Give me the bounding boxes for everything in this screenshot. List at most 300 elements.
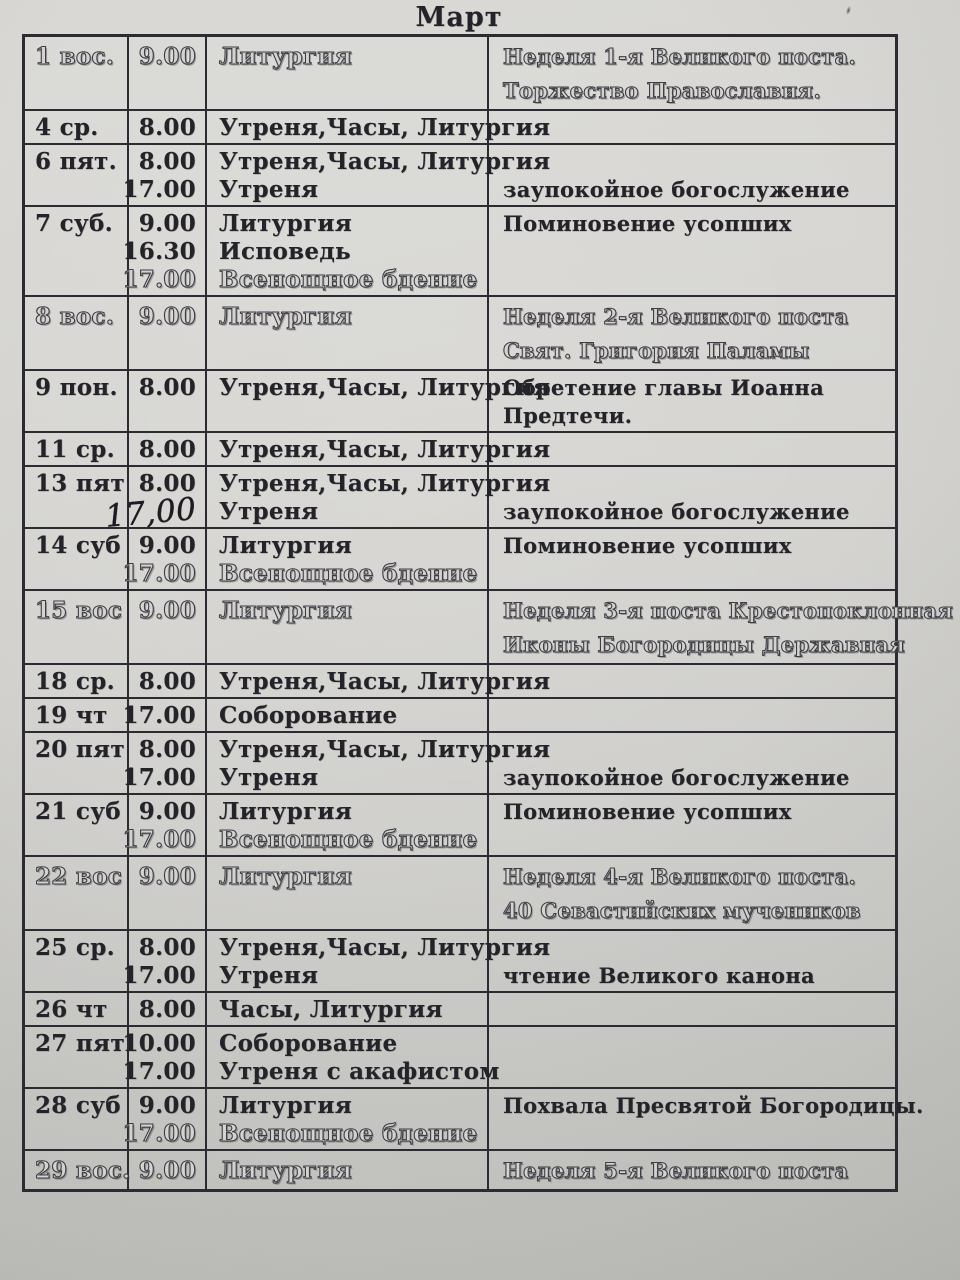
note-text	[489, 961, 895, 989]
time-cell	[129, 857, 207, 929]
note-text	[489, 893, 895, 927]
time-value-text: 17.00	[122, 701, 196, 729]
service-name-text: Литургия	[219, 1091, 352, 1119]
date-label	[25, 469, 127, 497]
service-name	[207, 593, 487, 627]
service-cell	[207, 665, 551, 697]
service-name-text: Исповедь	[219, 237, 351, 265]
date-cell	[25, 297, 129, 369]
note-text	[489, 1057, 895, 1085]
time-value-text: 8.00	[138, 735, 196, 763]
note-text	[489, 469, 895, 497]
date-label	[25, 701, 127, 729]
service-name-text: Соборование	[219, 701, 398, 729]
note-text	[489, 113, 895, 141]
date-label	[25, 859, 127, 893]
time-value-text: 17.00	[122, 763, 196, 791]
date-cell	[25, 857, 129, 929]
table-row	[25, 111, 895, 145]
table-row	[25, 529, 895, 591]
time-value-text: 9.00	[138, 209, 196, 237]
service-name	[207, 961, 487, 989]
note-text-text: Предтечи.	[503, 402, 633, 428]
notes-cell	[489, 145, 895, 205]
date-cell	[25, 371, 129, 431]
note-text	[489, 995, 895, 1023]
time-cell	[129, 665, 207, 697]
table-row	[25, 699, 895, 733]
table-row	[25, 1089, 924, 1151]
note-text-text: Похвала Пресвятой Богородицы.	[503, 1092, 924, 1118]
notes-cell	[489, 665, 895, 697]
service-name	[207, 559, 487, 587]
service-cell	[207, 931, 551, 991]
time-value-text: 8.00	[138, 147, 196, 175]
time-value-text: 9.00	[138, 42, 196, 70]
date-label	[25, 1029, 127, 1057]
table-row	[25, 591, 954, 665]
time-value-text: 17.00	[122, 175, 196, 203]
date-label-text: 18 ср.	[35, 667, 115, 695]
time-cell	[129, 371, 207, 431]
time-value	[129, 73, 205, 107]
note-text-text: чтение Великого канона	[503, 962, 815, 988]
notes-cell	[489, 699, 895, 731]
date-label	[25, 593, 127, 627]
service-name	[207, 859, 487, 893]
time-value-text: 10.00	[122, 1029, 196, 1057]
time-value	[129, 735, 205, 763]
service-name	[207, 237, 487, 265]
service-name	[207, 469, 551, 497]
service-name	[207, 39, 487, 73]
service-name-text: Утреня,Часы, Литургия	[219, 373, 551, 401]
note-text	[489, 237, 895, 265]
service-name-text: Утреня,Часы, Литургия	[219, 735, 551, 763]
note-text-text: Иконы Богородицы Державная	[503, 631, 906, 657]
note-text	[489, 667, 895, 695]
date-label	[25, 113, 127, 141]
service-cell	[207, 993, 489, 1025]
time-cell	[129, 433, 207, 465]
date-label	[25, 667, 127, 695]
time-value	[122, 559, 205, 587]
table-row	[25, 1151, 895, 1189]
service-name	[207, 147, 551, 175]
date-label-text: 4 ср.	[35, 113, 99, 141]
date-label	[25, 1153, 131, 1187]
time-value	[129, 627, 205, 661]
note-text	[489, 1153, 895, 1187]
service-name-text: Литургия	[219, 862, 352, 890]
date-cell	[25, 665, 129, 697]
time-value	[129, 1153, 205, 1187]
note-text	[489, 531, 895, 559]
date-cell	[25, 795, 129, 855]
service-cell	[207, 1151, 489, 1189]
table-row	[25, 931, 895, 993]
notes-cell	[489, 433, 895, 465]
note-text	[489, 593, 953, 627]
table-row	[25, 993, 895, 1027]
time-value	[129, 893, 205, 927]
date-label-text: 13 пят	[35, 469, 125, 497]
notes-cell	[489, 207, 895, 295]
date-label-text: 11 ср.	[35, 435, 115, 463]
date-label	[25, 299, 127, 333]
service-cell	[207, 1027, 500, 1087]
notes-cell	[489, 371, 895, 431]
date-label-text: 26 чт	[35, 995, 108, 1023]
date-label-text: 27 пят	[35, 1029, 125, 1057]
service-cell	[207, 591, 489, 663]
note-text	[489, 175, 895, 203]
month-title: Март	[415, 2, 503, 33]
time-value-text: 8.00	[138, 373, 196, 401]
date-label	[25, 147, 127, 175]
date-cell	[25, 1089, 129, 1149]
date-label	[25, 373, 127, 401]
note-text	[489, 299, 895, 333]
time-value-text: 17.00	[122, 559, 196, 587]
time-cell	[129, 1151, 207, 1189]
note-text-text: Неделя 2-я Великого поста	[503, 303, 849, 329]
date-cell	[25, 1151, 129, 1189]
service-name-text: Утреня,Часы, Литургия	[219, 469, 551, 497]
date-cell	[25, 993, 129, 1025]
date-label	[25, 209, 127, 237]
date-cell	[25, 207, 129, 295]
time-value-text: 8.00	[138, 933, 196, 961]
date-label-text: 22 вос	[35, 862, 123, 890]
service-cell	[207, 733, 551, 793]
time-value-text: 8.00	[138, 469, 196, 497]
time-value	[129, 113, 205, 141]
time-value	[129, 593, 205, 627]
note-text	[489, 265, 895, 293]
note-text-text: Поминовение усопших	[503, 798, 792, 824]
note-text-text: заупокойное богослужение	[503, 764, 850, 790]
service-name	[207, 933, 551, 961]
time-cell	[122, 529, 207, 589]
time-value	[129, 147, 205, 175]
time-value	[122, 237, 205, 265]
service-name	[207, 265, 487, 293]
service-name-text: Утреня с акафистом	[219, 1057, 500, 1085]
time-value	[122, 763, 205, 791]
notes-cell	[489, 529, 895, 589]
date-cell	[25, 1027, 129, 1087]
service-name	[207, 333, 487, 367]
note-text	[489, 401, 895, 429]
service-name-text: Литургия	[219, 42, 352, 70]
time-value-text: 9.00	[138, 1091, 196, 1119]
time-value-text: 9.00	[138, 797, 196, 825]
note-text-text: Торжество Православия.	[503, 77, 822, 103]
note-text-text: Неделя 4-я Великого поста.	[503, 863, 857, 889]
note-text-text: Поминовение усопших	[503, 532, 792, 558]
notes-cell	[489, 993, 895, 1025]
note-text-text: заупокойное богослужение	[503, 176, 850, 202]
table-row	[25, 37, 895, 111]
date-cell	[25, 433, 129, 465]
time-value-text: 17.00	[122, 265, 196, 293]
notes-cell	[489, 467, 895, 527]
time-value	[129, 435, 205, 463]
time-value	[129, 933, 205, 961]
note-text	[489, 701, 895, 729]
service-name	[207, 373, 551, 401]
time-cell	[122, 733, 207, 793]
note-text	[489, 1029, 895, 1057]
table-row	[25, 145, 895, 207]
date-label	[25, 797, 127, 825]
notes-cell	[489, 297, 895, 369]
time-value	[129, 531, 205, 559]
time-value	[129, 859, 205, 893]
service-name	[207, 497, 487, 525]
note-text	[489, 497, 895, 525]
service-name	[207, 435, 551, 463]
date-label-text: 29 вос.	[35, 1156, 131, 1184]
time-value	[122, 1029, 205, 1057]
date-label	[25, 933, 127, 961]
date-cell	[25, 111, 129, 143]
service-name-text: Всенощное бдение	[219, 265, 478, 293]
note-text-text: 40 Севастийских мучеников	[503, 897, 861, 923]
time-value-text: 17.00	[122, 825, 196, 853]
service-cell	[207, 111, 551, 143]
date-label-text: 20 пят	[35, 735, 125, 763]
service-name	[207, 209, 487, 237]
service-name-text: Часы, Литургия	[219, 995, 443, 1023]
date-label	[25, 995, 127, 1023]
notes-cell	[489, 931, 895, 991]
time-cell	[122, 1027, 207, 1087]
time-value-text: 9.00	[138, 1156, 196, 1184]
time-cell	[129, 111, 207, 143]
time-value	[129, 373, 205, 401]
date-label	[25, 39, 127, 73]
note-text	[489, 435, 895, 463]
time-value	[129, 995, 205, 1023]
note-text	[489, 763, 895, 791]
service-name-text: Утреня	[219, 497, 319, 525]
table-row	[25, 371, 895, 433]
note-text	[489, 1091, 924, 1119]
time-value	[122, 961, 205, 989]
service-name-text: Утреня,Часы, Литургия	[219, 933, 551, 961]
time-value	[122, 175, 205, 203]
service-cell	[207, 795, 489, 855]
date-label-text: 19 чт	[35, 701, 108, 729]
time-value	[129, 1091, 205, 1119]
service-name	[207, 701, 487, 729]
note-text	[489, 825, 895, 853]
service-name-text: Утреня	[219, 175, 319, 203]
note-text	[489, 147, 895, 175]
service-name-text: Соборование	[219, 1029, 398, 1057]
time-value	[122, 1057, 205, 1085]
service-name-text: Литургия	[219, 797, 352, 825]
date-label-text: 6 пят.	[35, 147, 117, 175]
time-value-text: 16.30	[122, 237, 196, 265]
notes-cell	[489, 111, 895, 143]
time-value	[122, 1119, 205, 1147]
date-cell	[25, 699, 129, 731]
service-name-text: Утреня	[219, 961, 319, 989]
date-label-text: 9 пон.	[35, 373, 118, 401]
notes-cell	[489, 37, 895, 109]
service-name	[207, 1153, 487, 1187]
time-value	[129, 209, 205, 237]
date-label-text: 14 суб	[35, 531, 121, 559]
time-value	[103, 491, 205, 535]
service-name	[207, 401, 487, 429]
table-row	[25, 467, 895, 535]
date-label	[25, 735, 127, 763]
service-name-text: Литургия	[219, 302, 352, 330]
service-name	[207, 113, 551, 141]
date-label-text: 7 суб.	[35, 209, 113, 237]
notes-cell	[489, 1027, 895, 1087]
time-cell	[122, 207, 207, 295]
date-cell	[25, 529, 129, 589]
time-value	[129, 401, 205, 429]
time-value	[122, 825, 205, 853]
service-name	[207, 627, 487, 661]
note-text-text: Поминовение усопших	[503, 210, 792, 236]
note-text	[489, 933, 895, 961]
date-cell	[25, 591, 129, 663]
table-row	[25, 795, 895, 857]
note-text-text: заупокойное богослужение	[503, 498, 850, 524]
table-row	[25, 207, 895, 297]
note-text	[489, 859, 895, 893]
time-value-text: 17.00	[122, 1057, 196, 1085]
service-schedule-table	[22, 34, 954, 1192]
notes-cell	[489, 733, 895, 793]
date-cell	[25, 931, 129, 991]
service-name-text: Утреня,Часы, Литургия	[219, 435, 551, 463]
service-cell	[207, 37, 489, 109]
time-cell	[122, 145, 207, 205]
time-cell	[129, 37, 207, 109]
service-name-text: Утреня,Часы, Литургия	[219, 667, 551, 695]
time-value	[122, 701, 205, 729]
time-cell	[103, 467, 207, 535]
service-name-text: Литургия	[219, 1156, 352, 1184]
note-text	[489, 797, 895, 825]
service-name-text: Литургия	[219, 596, 352, 624]
table-row	[25, 857, 895, 931]
date-label	[25, 1091, 127, 1119]
note-text	[489, 373, 895, 401]
time-value-text: 9.00	[138, 596, 196, 624]
time-value	[129, 39, 205, 73]
notes-cell	[489, 795, 895, 855]
time-cell	[129, 591, 207, 663]
service-cell	[207, 467, 551, 527]
service-name	[207, 1091, 487, 1119]
note-text	[489, 559, 895, 587]
service-name	[207, 735, 551, 763]
note-text	[489, 1119, 924, 1147]
service-cell	[207, 207, 489, 295]
table-row	[25, 665, 895, 699]
date-label	[25, 435, 127, 463]
service-name	[207, 995, 487, 1023]
note-text-text: Неделя 3-я поста Крестопоклонная	[503, 597, 954, 623]
service-cell	[207, 297, 489, 369]
time-value-text: 8.00	[138, 995, 196, 1023]
service-name	[207, 667, 551, 695]
service-name-text: Утреня,Часы, Литургия	[219, 147, 551, 175]
service-name-text: Утреня,Часы, Литургия	[219, 113, 551, 141]
service-cell	[207, 433, 551, 465]
time-value-text: 8.00	[138, 435, 196, 463]
service-name	[207, 825, 487, 853]
date-label-text: 15 вос	[35, 596, 123, 624]
date-cell	[25, 37, 129, 109]
table-row	[25, 297, 895, 371]
time-value	[122, 265, 205, 293]
service-name	[207, 1057, 500, 1085]
date-label-text: 8 вос.	[35, 302, 115, 330]
time-value	[129, 797, 205, 825]
time-value-text: 9.00	[138, 862, 196, 890]
service-cell	[207, 1089, 489, 1149]
time-value	[129, 333, 205, 367]
service-name-text: Литургия	[219, 531, 352, 559]
date-cell	[25, 733, 129, 793]
time-value-text: 17,00	[103, 491, 198, 535]
date-label-text: 25 ср.	[35, 933, 115, 961]
service-name	[207, 299, 487, 333]
service-name-text: Всенощное бдение	[219, 825, 478, 853]
note-text	[489, 333, 895, 367]
service-name-text: Всенощное бдение	[219, 559, 478, 587]
time-value	[129, 299, 205, 333]
date-label-text: 28 суб	[35, 1091, 121, 1119]
date-label-text: 21 суб	[35, 797, 121, 825]
service-name	[207, 531, 487, 559]
service-name	[207, 893, 487, 927]
table-row	[25, 433, 895, 467]
service-name	[207, 175, 487, 203]
time-value-text: 8.00	[138, 667, 196, 695]
table-row	[25, 1027, 895, 1089]
note-text	[489, 627, 953, 661]
time-cell	[122, 795, 207, 855]
table-row	[25, 733, 895, 795]
note-text	[489, 735, 895, 763]
note-text	[489, 73, 895, 107]
service-name-text: Утреня	[219, 763, 319, 791]
time-cell	[129, 297, 207, 369]
service-cell	[207, 699, 489, 731]
time-value-text: 8.00	[138, 113, 196, 141]
service-cell	[207, 371, 551, 431]
service-cell	[207, 529, 489, 589]
notes-cell	[489, 591, 953, 663]
time-value-text: 17.00	[122, 1119, 196, 1147]
note-text	[489, 39, 895, 73]
note-text-text: Свят. Григория Паламы	[503, 337, 810, 363]
note-text	[489, 209, 895, 237]
time-cell	[122, 1089, 207, 1149]
service-name	[207, 73, 487, 107]
